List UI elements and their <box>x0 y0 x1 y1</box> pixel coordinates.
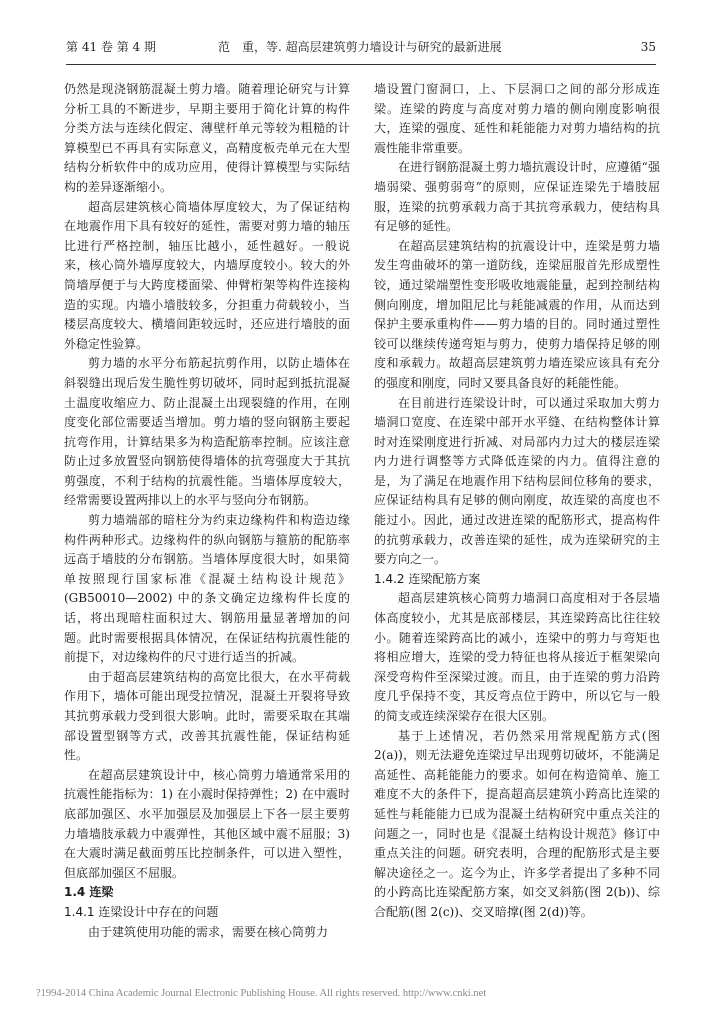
paragraph: 在进行钢筋混凝土剪力墙抗震设计时，应遵循“强墙弱梁、强剪弱弯”的原则，应保证连梁先于墙肢屈服，连梁的抗剪承载力高于其抗弯承载力，使结构具有足够的延性。 <box>374 160 660 234</box>
paragraph: 仍然是现浇钢筋混凝土剪力墙。随着理论研究与计算分析工具的不断进步，早期主要用于简化计算的构件分类方法与连续化假定、薄壁杆单元等较为粗糙的计算模型已不再具有实际意义，高精度板壳单元在大型结构分析软件中的成功应用，使得计算模型与实际结构的差异逐渐缩小。 <box>64 82 350 194</box>
paragraph: 由于超高层建筑结构的高宽比很大，在水平荷载作用下，墙体可能出现受拉情况，混凝土开裂将导致其抗剪承载力受到很大影响。此时，需要采取在其端部设置型钢等方式，改善其抗震性能，保证结构延性。 <box>64 669 350 763</box>
right-column <box>374 80 660 923</box>
section-heading: 1.4 连梁 <box>64 885 114 900</box>
subsection-heading: 1.4.2 连梁配筋方案 <box>374 571 481 586</box>
paragraph: 剪力墙端部的暗柱分为约束边缘构件和构造边缘构件两种形式。边缘构件的纵向钢筋与箍筋的配筋率远高于墙肢的分布钢筋。当墙体厚度很大时，如果简单按照现行国家标准《混凝土结构设计规范》(GB50010—2002) 中的条文确定边缘构件长度的话，将出现暗柱面积过大、钢筋用量显著增加的问题。此时需要根据具体情况，在保证结构抗震性能的前提下，对边缘构件的尺寸进行适当的折减。 <box>64 513 350 665</box>
paragraph: 由于建筑使用功能的需求，需要在核心筒剪力 <box>88 924 329 939</box>
subsection-heading: 1.4.1 连梁设计中存在的问题 <box>64 904 219 919</box>
page-number: 35 <box>640 40 656 54</box>
paragraph: 在目前进行连梁设计时，可以通过采取加大剪力墙洞口宽度、在连梁中部开水平缝、在结构整体计算时对连梁刚度进行折减、对局部内力过大的楼层连梁内力进行调整等方式降低连梁的内力。值得注意的是，为了满足在地震作用下结构层间位移角的要求，应保证结构具有足够的侧向刚度，故连梁的高度也不能过小。因此，通过改进连梁的配筋形式，提高构件的抗剪承载力，改善连梁的延性，成为连梁研究的主要方向之一。 <box>374 395 660 567</box>
header-rule <box>66 64 656 65</box>
running-header <box>66 36 656 58</box>
paragraph: 在超高层建筑设计中，核心筒剪力墙通常采用的抗震性能指标为：1) 在小震时保持弹性；2) 在中震时底部加强区、水平加强层及加强层上下各一层主要剪力墙墙肢承载力中震弹性，其他区域中震不屈服；3) 在大震时满足截面剪压比控制条件，可以进入塑性，但底部加强区不屈服。 <box>64 767 350 880</box>
paragraph: 基于上述情况，若仍然采用常规配筋方式(图 2(a))，则无法避免连梁过早出现剪切破坏，不能满足高延性、高耗能能力的要求。如何在构造简单、施工难度不大的条件下，提高超高层建筑小跨高比连梁的延性与耗能能力已成为混凝土结构研究中重点关注的问题之一，同时也是《混凝土结构设计规范》修订中重点关注的问题。研究表明，合理的配筋形式是主要解决途径之一。迄今为止，许多学者提出了多种不同的小跨高比连梁配筋方案，如交叉斜筋(图 2(b))、综合配筋(图 2(c))、交叉暗撑(图 2(d))等。 <box>374 728 660 919</box>
volume-issue: 第 41 卷 第 4 期 <box>66 40 156 54</box>
running-title: 范 重，等. 超高层建筑剪力墙设计与研究的最新进展 <box>218 40 502 54</box>
left-column <box>64 80 350 942</box>
copyright-footer: ?1994-2014 China Academic Journal Electronic Publishing House. All rights reserved. http://www.cnki.net <box>36 988 487 999</box>
paragraph: 超高层建筑核心筒剪力墙洞口高度相对于各层墙体高度较小，尤其是底部楼层，其连梁跨高比往往较小。随着连梁跨高比的减小，连梁中的剪力与弯矩也将相应增大，连梁的受力特征也将从接近于框架梁向深受弯构件至深梁过渡。而且，由于连梁的剪力沿跨度几乎保持不变，其反弯点位于跨中，所以它与一般的简支或连续深梁存在很大区别。 <box>374 591 660 723</box>
paragraph: 超高层建筑核心筒墙体厚度较大，为了保证结构在地震作用下具有较好的延性，需要对剪力墙的轴压比进行严格控制，轴压比越小，延性越好。一般说来，核心筒外墙厚度较大，内墙厚度较小。较大的外筒墙厚便于与大跨度楼面梁、伸臂桁架等构件连接构造的实现。内墙小墙肢较多，分担重力荷载较小，当楼层高度较大、横墙间距较远时，还应进行墙肢的面外稳定性验算。 <box>64 199 350 351</box>
paragraph: 剪力墙的水平分布筋起抗剪作用，以防止墙体在斜裂缝出现后发生脆性剪切破坏，同时起到抵抗混凝土温度收缩应力、防止混凝土出现裂缝的作用，在刚度变化部位需要适当增加。剪力墙的竖向钢筋主要起抗弯作用，计算结果多为构造配筋率控制。应该注意防止过多放置竖向钢筋使得墙体的抗弯强度大于其抗剪强度，不利于结构的抗震性能。当墙体厚度较大，经常需要设置两排以上的水平与竖向分布钢筋。 <box>64 356 350 508</box>
paragraph: 在超高层建筑结构的抗震设计中，连梁是剪力墙发生弯曲破坏的第一道防线，连梁屈服首先形成塑性铰，通过梁端塑性变形吸收地震能量，起到控制结构侧向刚度，增加阻尼比与耗能减震的作用，从而达到保护主要承重构件——剪力墙的目的。同时通过塑性铰可以继续传递弯矩与剪力，使剪力墙保持足够的刚度和承载力。故超高层建筑剪力墙连梁应该具有充分的强度和刚度，同时又要具备良好的耗能性能。 <box>374 238 660 390</box>
paragraph: 墙设置门窗洞口，上、下层洞口之间的部分形成连梁。连梁的跨度与高度对剪力墙的侧向刚度影响很大，连梁的强度、延性和耗能能力对剪力墙结构的抗震性能非常重要。 <box>374 82 660 155</box>
